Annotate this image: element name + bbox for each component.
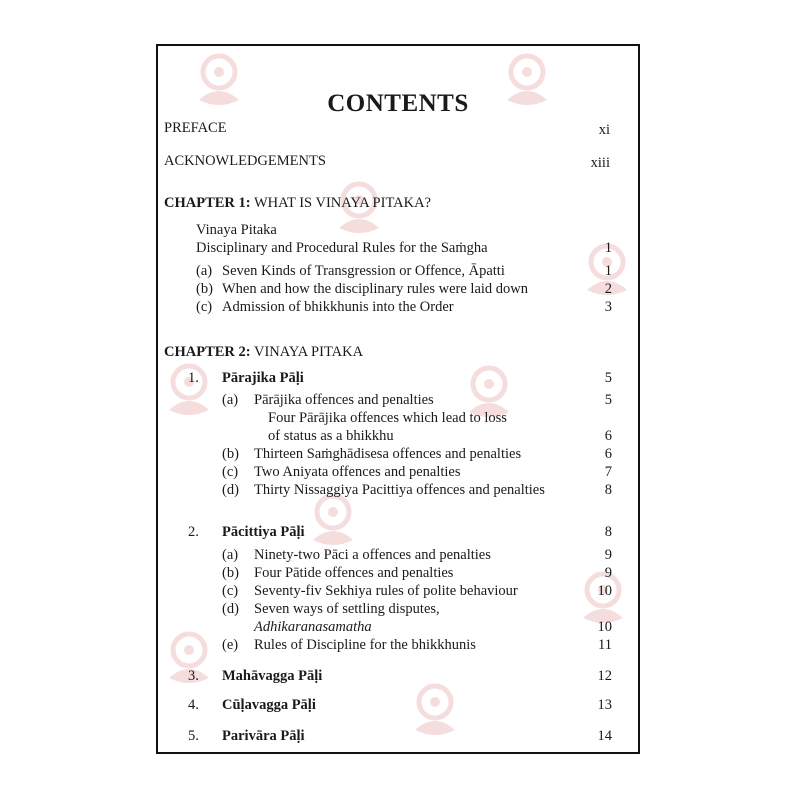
toc-page-number: 3 xyxy=(604,299,612,315)
toc-page-number: 9 xyxy=(604,547,612,563)
toc-entry: Rules of Discipline for the bhikkhunis xyxy=(254,637,476,653)
section-title: Parivāra Pāḷi xyxy=(222,728,305,744)
toc-page-number: 7 xyxy=(604,464,612,480)
toc-page-number: 13 xyxy=(597,697,612,713)
item-mark: (d) xyxy=(222,482,239,498)
chapter-heading xyxy=(164,344,363,361)
toc-entry: Thirteen Saṁghādisesa offences and penalties xyxy=(254,446,522,462)
toc-page-number: 10 xyxy=(597,619,612,635)
toc-entry: Seven ways of settling disputes, xyxy=(254,601,440,617)
toc-page-number: 12 xyxy=(597,668,612,684)
toc-page-number: xi xyxy=(598,122,610,138)
section-title: Cūḷavagga Pāḷi xyxy=(222,697,316,713)
chapter-heading xyxy=(164,195,431,212)
toc-entry: When and how the disciplinary rules were laid down xyxy=(222,281,529,297)
item-mark: (e) xyxy=(222,637,239,653)
toc-page-number: 11 xyxy=(598,637,612,653)
section-title: Mahāvagga Pāḷi xyxy=(222,668,323,684)
section-number: 2. xyxy=(188,524,199,540)
section-title: Pārajika Pāḷi xyxy=(222,370,304,386)
toc-entry: Four Pātide offences and penalties xyxy=(254,565,454,581)
toc-entry: Admission of bhikkhunis into the Order xyxy=(222,299,454,315)
chapter-number: CHAPTER 1: xyxy=(164,195,251,211)
toc-entry: Ninety-two Pāci a offences and penalties xyxy=(254,547,491,563)
toc-entry: Disciplinary and Procedural Rules for the Saṁgha xyxy=(196,240,488,256)
toc-page-number: 6 xyxy=(604,446,612,462)
section-number: 3. xyxy=(188,668,199,684)
item-mark: (b) xyxy=(222,565,239,581)
item-mark: (b) xyxy=(196,281,213,297)
toc-page-number: 8 xyxy=(604,524,612,540)
item-mark: (a) xyxy=(222,547,239,563)
toc-page-number: 5 xyxy=(604,392,612,408)
section-number: 1. xyxy=(188,370,199,386)
item-mark: (a) xyxy=(196,263,213,279)
toc-page-number: 1 xyxy=(604,240,612,256)
toc-entry: Pārājika offences and penalties xyxy=(254,392,434,408)
toc-page-number: 2 xyxy=(604,281,612,297)
dharma-wheel-lotus-icon xyxy=(308,492,358,552)
toc-page-number: 9 xyxy=(604,565,612,581)
section-number: 4. xyxy=(188,697,199,713)
toc-page-number: xiii xyxy=(590,155,610,171)
toc-entry: of status as a bhikkhu xyxy=(268,428,394,444)
item-mark: (c) xyxy=(222,464,239,480)
chapter-number: CHAPTER 2: xyxy=(164,344,251,360)
item-mark: (c) xyxy=(196,299,213,315)
section-title: Pācittiya Pāḷi xyxy=(222,524,305,540)
toc-entry: Adhikaranasamatha xyxy=(254,619,372,635)
item-mark: (a) xyxy=(222,392,239,408)
toc-page-number: 10 xyxy=(597,583,612,599)
book-page xyxy=(156,44,640,754)
toc-page-number: 14 xyxy=(597,728,612,744)
chapter-title: WHAT IS VINAYA PITAKA? xyxy=(253,195,431,211)
toc-entry: Thirty Nissaggiya Pacittiya offences and penalties xyxy=(254,482,545,498)
toc-page-number: 5 xyxy=(604,370,612,386)
item-mark: (d) xyxy=(222,601,239,617)
toc-entry: Seventy-fiv Sekhiya rules of polite behaviour xyxy=(254,583,518,599)
item-mark: (c) xyxy=(222,583,239,599)
item-mark: (b) xyxy=(222,446,239,462)
toc-entry: Four Pārājika offences which lead to loss xyxy=(268,410,507,426)
toc-entry: Two Aniyata offences and penalties xyxy=(254,464,461,480)
toc-page-number: 1 xyxy=(604,263,612,279)
page-title: CONTENTS xyxy=(327,90,469,117)
chapter-title: VINAYA PITAKA xyxy=(253,344,364,360)
toc-entry: Vinaya Pitaka xyxy=(196,222,277,238)
toc-entry: Seven Kinds of Transgression or Offence, Āpatti xyxy=(222,263,505,279)
toc-entry-preface: PREFACE xyxy=(164,120,227,136)
toc-page-number: 6 xyxy=(604,428,612,444)
toc-page-number: 8 xyxy=(604,482,612,498)
toc-entry-acknowledgements: ACKNOWLEDGEMENTS xyxy=(164,153,326,169)
dharma-wheel-lotus-icon xyxy=(410,682,460,742)
section-number: 5. xyxy=(188,728,199,744)
